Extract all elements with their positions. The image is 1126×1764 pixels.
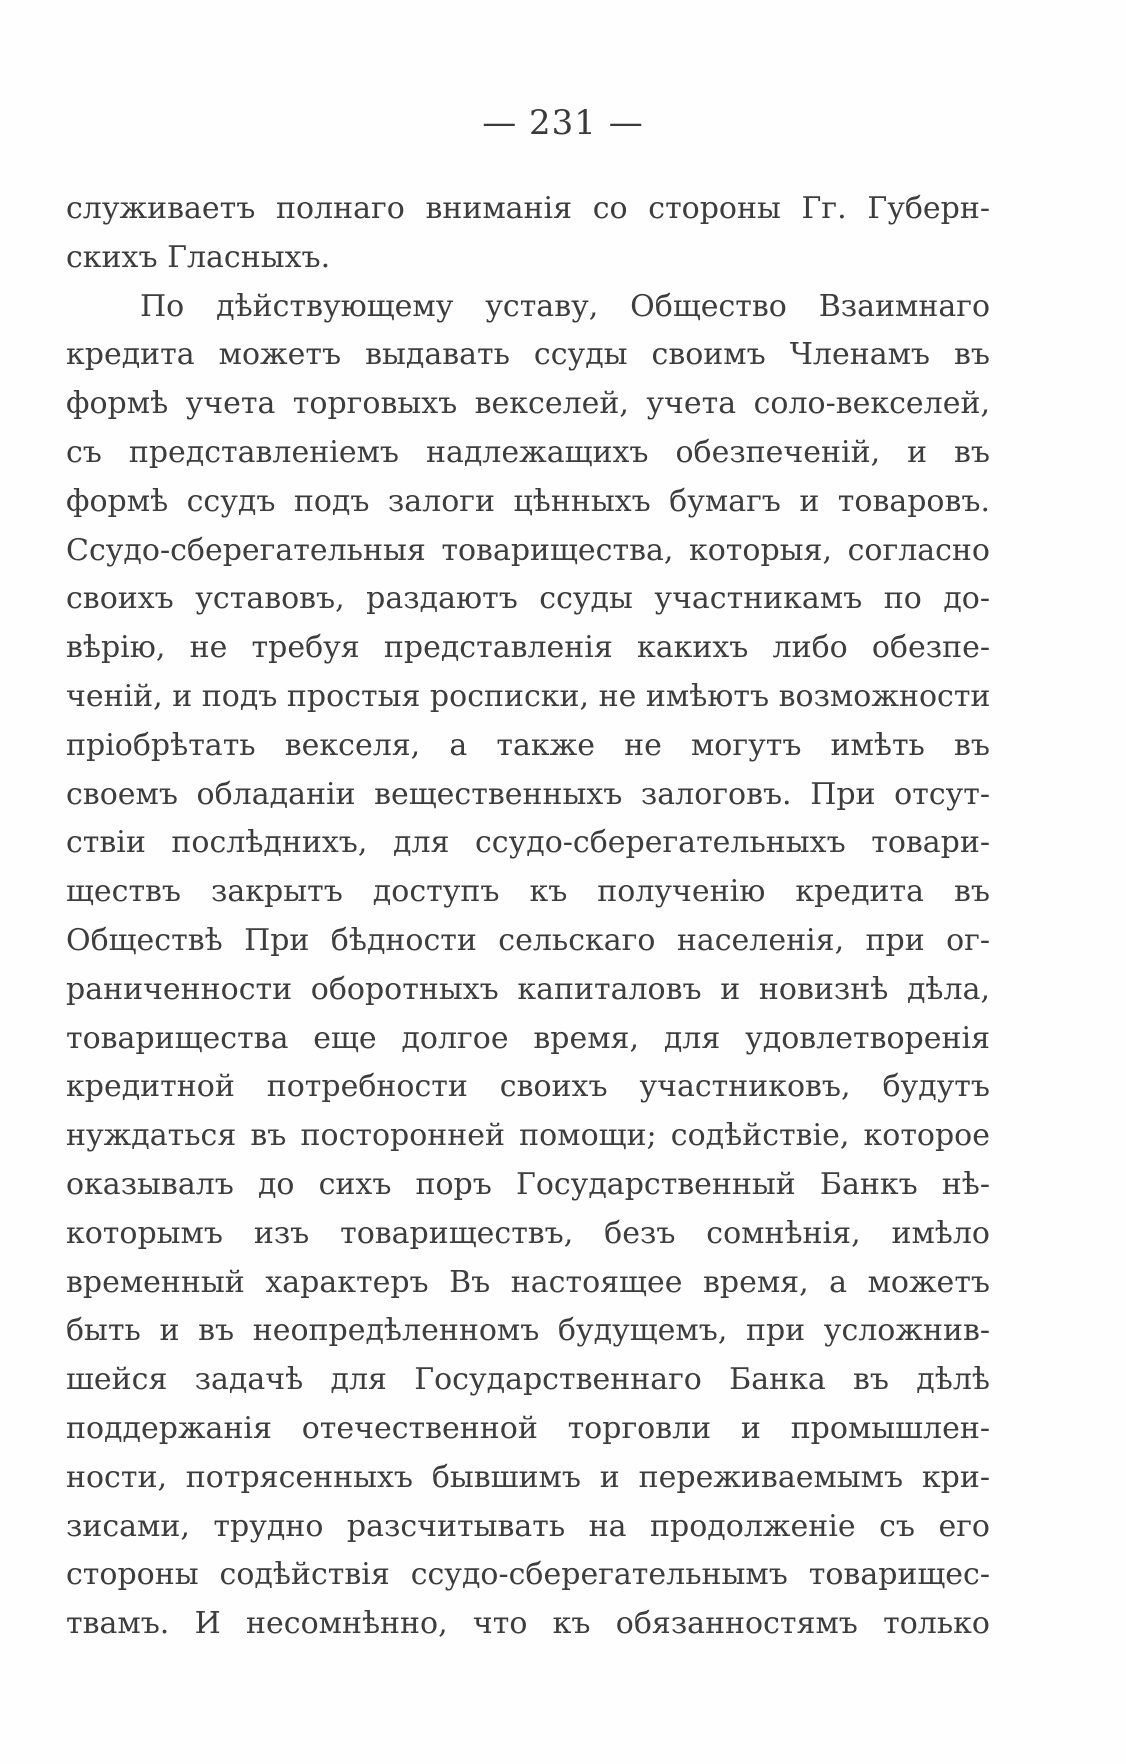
text-line: вѣрію, не требуя представленія какихъ либо обезпе- — [66, 630, 990, 666]
text-line: быть и въ неопредѣленномъ будущемъ, при усложнив- — [66, 1313, 990, 1349]
text-line: Обществѣ При бѣдности сельскаго населенія, при ог- — [66, 922, 990, 958]
text-line: своемъ обладаніи вещественныхъ залоговъ. При отсут- — [66, 776, 990, 812]
text-line: служиваетъ полнаго вниманія со стороны Гг. Губерн- — [66, 191, 990, 226]
text-line: поддержанія отечественной торговли и промышлен- — [66, 1410, 990, 1446]
text-line: ченій, и подъ простыя росписки, не имѣютъ возможности — [66, 678, 990, 714]
body-text — [66, 185, 990, 1649]
text-line: формѣ учета торговыхъ векселей, учета соло-векселей, — [66, 386, 990, 422]
text-line: товарищества еще долгое время, для удовлетворенія — [66, 1020, 990, 1056]
text-line: ности, потрясенныхъ бывшимъ и переживаемымъ кри- — [66, 1459, 990, 1495]
text-line: ствіи послѣднихъ, для ссудо-сберегательныхъ товари- — [66, 825, 990, 861]
text-line: шейся задачѣ для Государственнаго Банка въ дѣлѣ — [66, 1362, 990, 1398]
text-line: Ссудо-сберегательныя товарищества, которыя, согласно — [66, 532, 990, 568]
text-line: зисами, трудно разсчитывать на продолженіе съ его — [66, 1508, 990, 1544]
text-line: которымъ изъ товариществъ, безъ сомнѣнія, имѣло — [66, 1215, 990, 1251]
text-line: кредитной потребности своихъ участниковъ, будутъ — [66, 1069, 990, 1105]
text-line: кредита можетъ выдавать ссуды своимъ Членамъ въ — [66, 337, 990, 373]
text-line: пріобрѣтать векселя, а также не могутъ имѣть въ — [66, 727, 990, 763]
text-line: раниченности оборотныхъ капиталовъ и новизнѣ дѣла, — [66, 971, 990, 1007]
text-line: По дѣйствующему уставу, Общество Взаимнаго — [140, 288, 990, 324]
text-line: твамъ. И несомнѣнно, что къ обязанностямъ только — [66, 1606, 990, 1642]
text-line: оказывалъ до сихъ поръ Государственный Банкъ нѣ- — [66, 1166, 990, 1202]
text-line: съ представленіемъ надлежащихъ обезпеченій, и въ — [66, 434, 990, 470]
text-line: стороны содѣйствія ссудо-сберегательнымъ товарищес- — [66, 1557, 990, 1593]
text-line: временный характеръ Въ настоящее время, а можетъ — [66, 1264, 990, 1300]
text-line: формѣ ссудъ подъ залоги цѣнныхъ бумагъ и товаровъ. — [66, 483, 990, 519]
text-line: своихъ уставовъ, раздаютъ ссуды участникамъ по до- — [66, 581, 990, 617]
text-line: скихъ Гласныхъ. — [66, 239, 331, 275]
text-line: ществъ закрытъ доступъ къ полученію кредита въ — [66, 874, 990, 910]
page-number: — 231 — — [482, 103, 644, 143]
text-line: нуждаться въ посторонней помощи; содѣйствіе, которое — [66, 1118, 990, 1154]
